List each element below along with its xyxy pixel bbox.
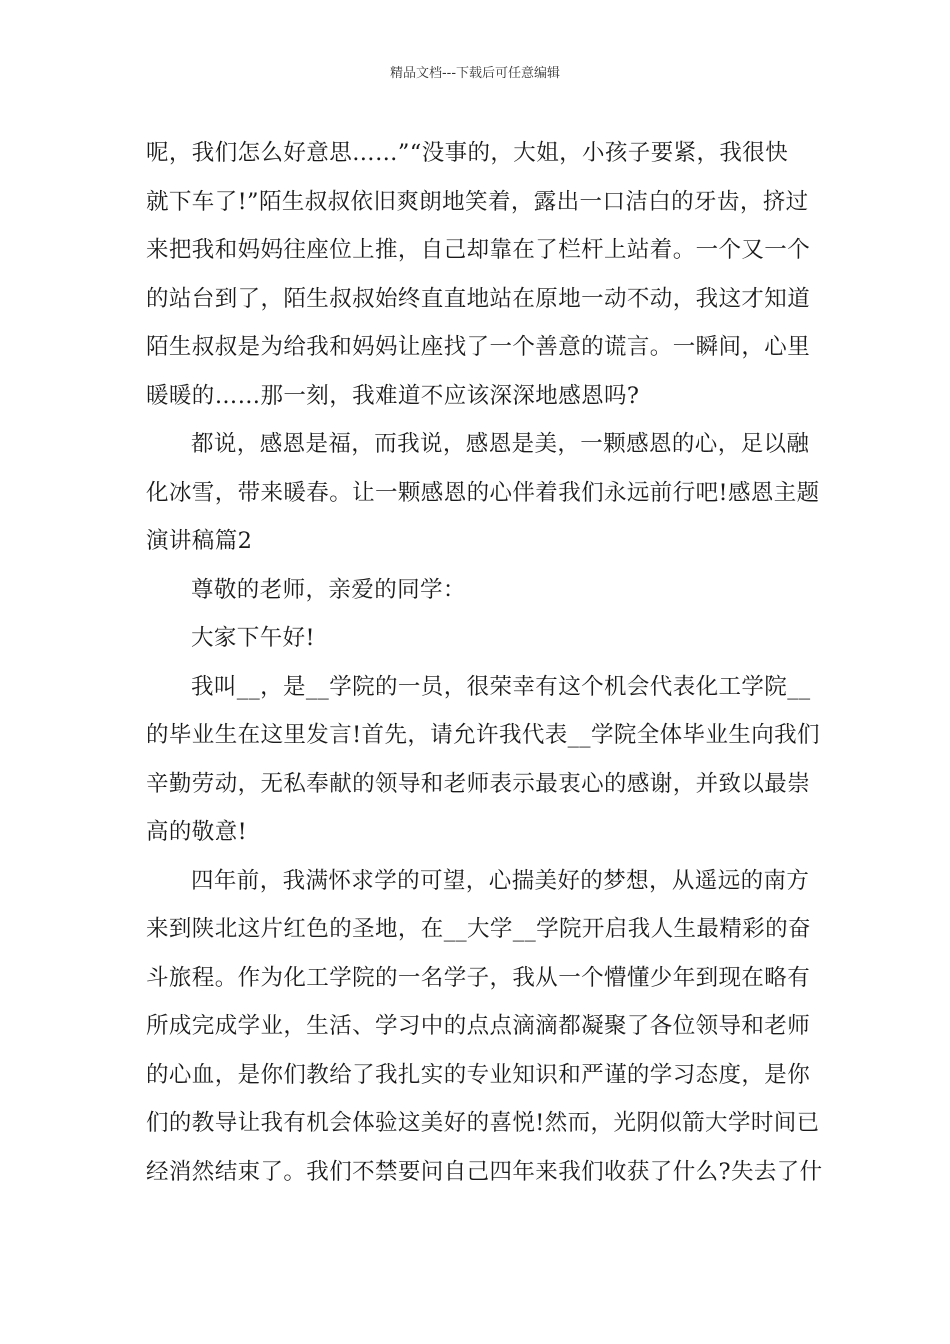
text-line: 来到陕北这片红色的圣地，在__大学__学院开启我人生最精彩的奋	[146, 916, 811, 942]
text-line: 的心血，是你们教给了我扎实的专业知识和严谨的学习态度，是你	[146, 1061, 811, 1088]
text-line: 斗旅程。作为化工学院的一名学子，我从一个懵懂少年到现在略有	[146, 964, 811, 991]
text-line: 们的教导让我有机会体验这美好的喜悦!然而，光阴似箭大学时间已	[146, 1110, 820, 1136]
greeting-line: 大家下午好!	[191, 625, 315, 651]
text-line: 呢，我们怎么好意思……”“没事的，大姐，小孩子要紧，我很快	[146, 140, 789, 166]
text-line: 经消然结束了。我们不禁要问自己四年来我们收获了什么?失去了什	[146, 1158, 823, 1185]
document-header: 精品文档---下载后可任意编辑	[389, 66, 561, 81]
text-line: 陌生叔叔是为给我和妈妈让座找了一个善意的谎言。一瞬间，心里	[146, 334, 811, 360]
document-body	[146, 129, 823, 1196]
text-line: 化冰雪，带来暖春。让一颗感恩的心伴着我们永远前行吧!感恩主题	[146, 479, 820, 506]
text-line: 暖暖的……那一刻，我难道不应该深深地感恩吗?	[146, 382, 640, 409]
text-line: 的毕业生在这里发言!首先，请允许我代表__学院全体毕业生向我们	[146, 722, 820, 748]
paragraph-start-line: 我叫__，是__学院的一员，很荣幸有这个机会代表化工学院__	[191, 673, 811, 700]
text-line: 的站台到了，陌生叔叔始终直直地站在原地一动不动，我这才知道	[146, 285, 811, 312]
paragraph-start-line: 四年前，我满怀求学的可望，心揣美好的梦想，从遥远的南方	[191, 867, 810, 894]
text-line: 高的敬意!	[146, 819, 248, 845]
paragraph-start-line: 都说，感恩是福，而我说，感恩是美，一颗感恩的心，足以融	[191, 431, 810, 457]
text-line: 演讲稿篇2	[146, 528, 253, 554]
text-line: 来把我和妈妈往座位上推，自己却靠在了栏杆上站着。一个又一个	[146, 237, 811, 263]
salutation-line: 尊敬的老师，亲爱的同学：	[191, 576, 466, 603]
text-line: 所成完成学业，生活、学习中的点点滴滴都凝聚了各位领导和老师	[146, 1013, 811, 1039]
text-line: 辛勤劳动，无私奉献的领导和老师表示最衷心的感谢，并致以最崇	[146, 770, 811, 797]
text-line: 就下车了!”陌生叔叔依旧爽朗地笑着，露出一口洁白的牙齿，挤过	[146, 188, 809, 215]
